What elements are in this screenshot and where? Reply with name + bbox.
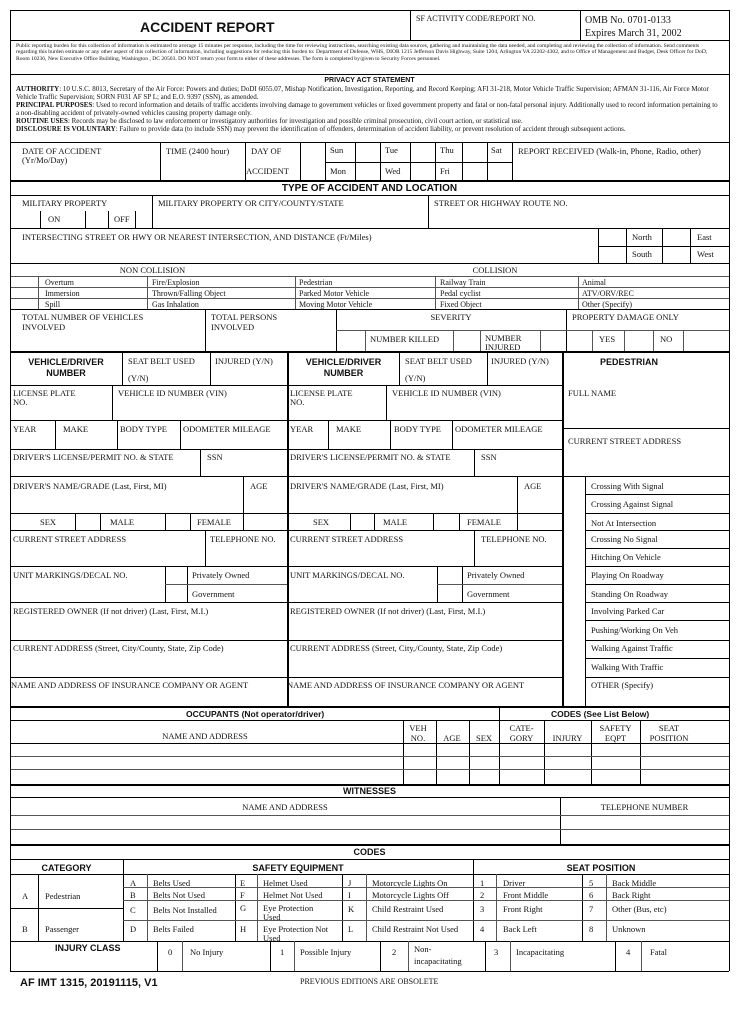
burden-statement: Public reporting burden for this collection of information is estimated to average 15 minutes per response, including the time for reviewing instructions, searching existing data sources, gathering and maintaining the data needed, and completing and reviewing the collection of information. Send comments regarding this burden estimate or any other aspect of this collection of information, including suggestions for reducing this burden to: Department of Defense, WHS, DIOR 1215 Jefferson Davis Highway, Suite 1204, Arlington VA 22202-4302, and to Office of Management and Budget, Desk Officer for DoD, Room 10236, New Executive Office Building, Washington , DC 20503. DO NOT return your form to either of these addresses. The form is completed by/given to Security Forces personnel. — [16, 43, 708, 62]
date-of-accident-label: DATE OF ACCIDENT — [22, 146, 102, 156]
damage-no: NO — [660, 334, 673, 344]
direction-north: North — [632, 232, 652, 242]
type-of-accident-title: TYPE OF ACCIDENT AND LOCATION — [281, 183, 458, 194]
damage-yes: YES — [599, 334, 616, 344]
codes-title: CODES — [353, 847, 386, 857]
sf-activity-label: SF ACTIVITY CODE/REPORT NO. — [416, 14, 536, 23]
privacy-title: PRIVACY ACT STATEMENT — [324, 77, 415, 84]
time-label: TIME (2400 hour) — [166, 146, 230, 156]
military-on: ON — [48, 214, 61, 224]
day-tue: Tue — [385, 145, 398, 155]
vehicle2-header: VEHICLE/DRIVER — [305, 357, 382, 367]
day-wed: Wed — [385, 166, 401, 176]
codes-see-list: CODES (See List Below) — [551, 709, 650, 719]
obsolete-note: PREVIOUS EDITIONS ARE OBSOLETE — [300, 977, 439, 986]
pedestrian-header: PEDESTRIAN — [600, 357, 659, 367]
day-sat: Sat — [491, 145, 502, 155]
day-thu: Thu — [440, 145, 454, 155]
privacy-statement: AUTHORITY: 10 U.S.C. 8013, Secretary of the Air Force: Powers and duties; DoDI 6055.07, Mishap Notification, Investigation, Reporting, and Record Keeping; AFI 31-218, Motor Vehicle Traffic Supervision; AFMAN 31-116, Air Force Motor Vehicle Traffic Supervision; SORN F031 AF SP L; and E.O. 9397 (SSN), as amended. PRINCIPAL PURPOSES: Used to record information and details of traffic accidents involving damage to government vehicles or fixed government property and fatal or non-fatal personal injury. Additionally used to record information pertaining to a non-disabling accident of privately-owned vehicles causing property damage only. ROUTINE USES: Records may be disclosed to law enforcement or investigatory authorities for investigation and possible criminal prosecution, civil court action, or statistical use. DISCLOSURE IS VOLUNTARY: Failure to provide data (to include SSN) may prevent the identification of offenders, determination of accident liability, or prevent resolution of accident through subsequent actions. — [16, 85, 718, 134]
omb-number: OMB No. 0701-0133 — [585, 15, 671, 26]
day-sun: Sun — [330, 145, 344, 155]
military-off: OFF — [114, 214, 130, 224]
ped-full-name-label: FULL NAME — [568, 388, 617, 398]
expiration-date: Expires March 31, 2002 — [585, 28, 682, 39]
direction-east: East — [697, 232, 712, 242]
form-id: AF IMT 1315, 20191115, V1 — [20, 977, 158, 989]
form-title: ACCIDENT REPORT — [140, 19, 275, 35]
day-mon: Mon — [330, 166, 347, 176]
vehicle1-header: VEHICLE/DRIVER — [28, 357, 104, 367]
day-fri: Fri — [440, 166, 450, 176]
report-received-label: REPORT RECEIVED (Walk-in, Phone, Radio, other) — [518, 146, 701, 156]
direction-west: West — [697, 249, 714, 259]
injury-class-label: INJURY CLASS — [55, 943, 121, 953]
occupants-title: OCCUPANTS (Not operator/driver) — [186, 709, 325, 719]
direction-south: South — [632, 249, 652, 259]
witnesses-title: WITNESSES — [342, 786, 396, 796]
